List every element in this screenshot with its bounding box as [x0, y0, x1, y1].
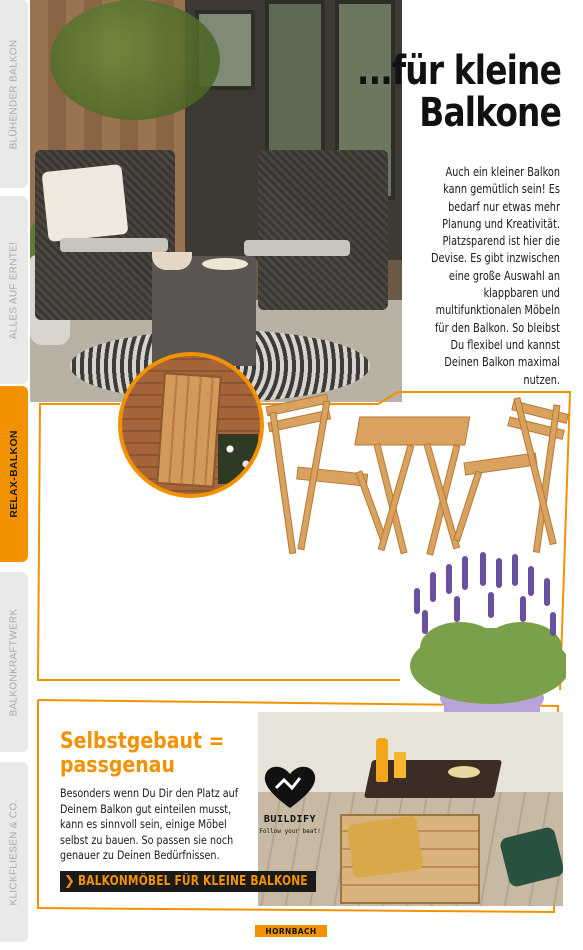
tab-balkonkraftwerk[interactable]	[0, 572, 28, 752]
tab-klickfliesen[interactable]	[0, 762, 28, 942]
chevron-right-icon: ❯	[64, 874, 75, 889]
buildify-logo	[254, 762, 326, 838]
tab-label: BALKONKRAFTWERK	[8, 608, 20, 716]
tab-label: RELAX-BALKON	[8, 430, 21, 518]
tab-label: BLÜHENDER BALKON	[8, 39, 20, 149]
headline-line-1: ...für kleine	[356, 48, 561, 94]
bistro-set-image	[258, 393, 576, 563]
logo-text: HORNBACH	[265, 926, 317, 936]
headline-line-2: Balkone	[419, 90, 561, 136]
lavender-plant-image	[400, 548, 566, 718]
folded-furniture-inset	[118, 352, 264, 498]
hornbach-logo[interactable]	[255, 925, 327, 937]
tab-alles-auf-ernte[interactable]	[0, 196, 28, 384]
tab-relax-balkon[interactable]	[0, 386, 28, 562]
heart-icon	[262, 764, 318, 810]
section-text: Besonders wenn Du Dir den Platz auf Deinem Balkon gut einteilen musst, kann es sinnvoll sein, einige Möbel selbst zu bauen. So passen sie noch genauer zu Deinen Bedürfnissen.	[60, 786, 239, 863]
cta-label: BALKONMÖBEL FÜR KLEINE BALKONE	[77, 874, 308, 889]
intro-paragraph: Auch ein kleiner Balkon kann gemütlich sein! Es bedarf nur etwas mehr Planung und Kreativität. Platzsparend ist hier die Devise. Es gibt inzwischen eine große Auswahl an klappbaren und multifunktionalen Möbeln für den Balkon. So bleibst Du flexibel und kannst Deinen Balkon maximal nutzen.	[430, 164, 560, 387]
section-title-line-1: Selbstgebaut =	[60, 729, 225, 754]
buildify-name: BUILDIFY	[263, 814, 317, 825]
tab-bluehender-balkon[interactable]	[0, 0, 28, 188]
balkonmoebel-link-button[interactable]	[60, 871, 316, 892]
side-tab-rail	[0, 0, 30, 950]
section-title-line-2: passgenau	[60, 753, 175, 778]
section-title	[60, 730, 232, 778]
buildify-tagline: Follow your beat!	[259, 828, 321, 835]
page-headline	[331, 50, 561, 134]
tab-label: ALLES AUF ERNTE!	[8, 241, 20, 339]
tab-label: KLICKFLIESEN & CO.	[8, 799, 20, 905]
